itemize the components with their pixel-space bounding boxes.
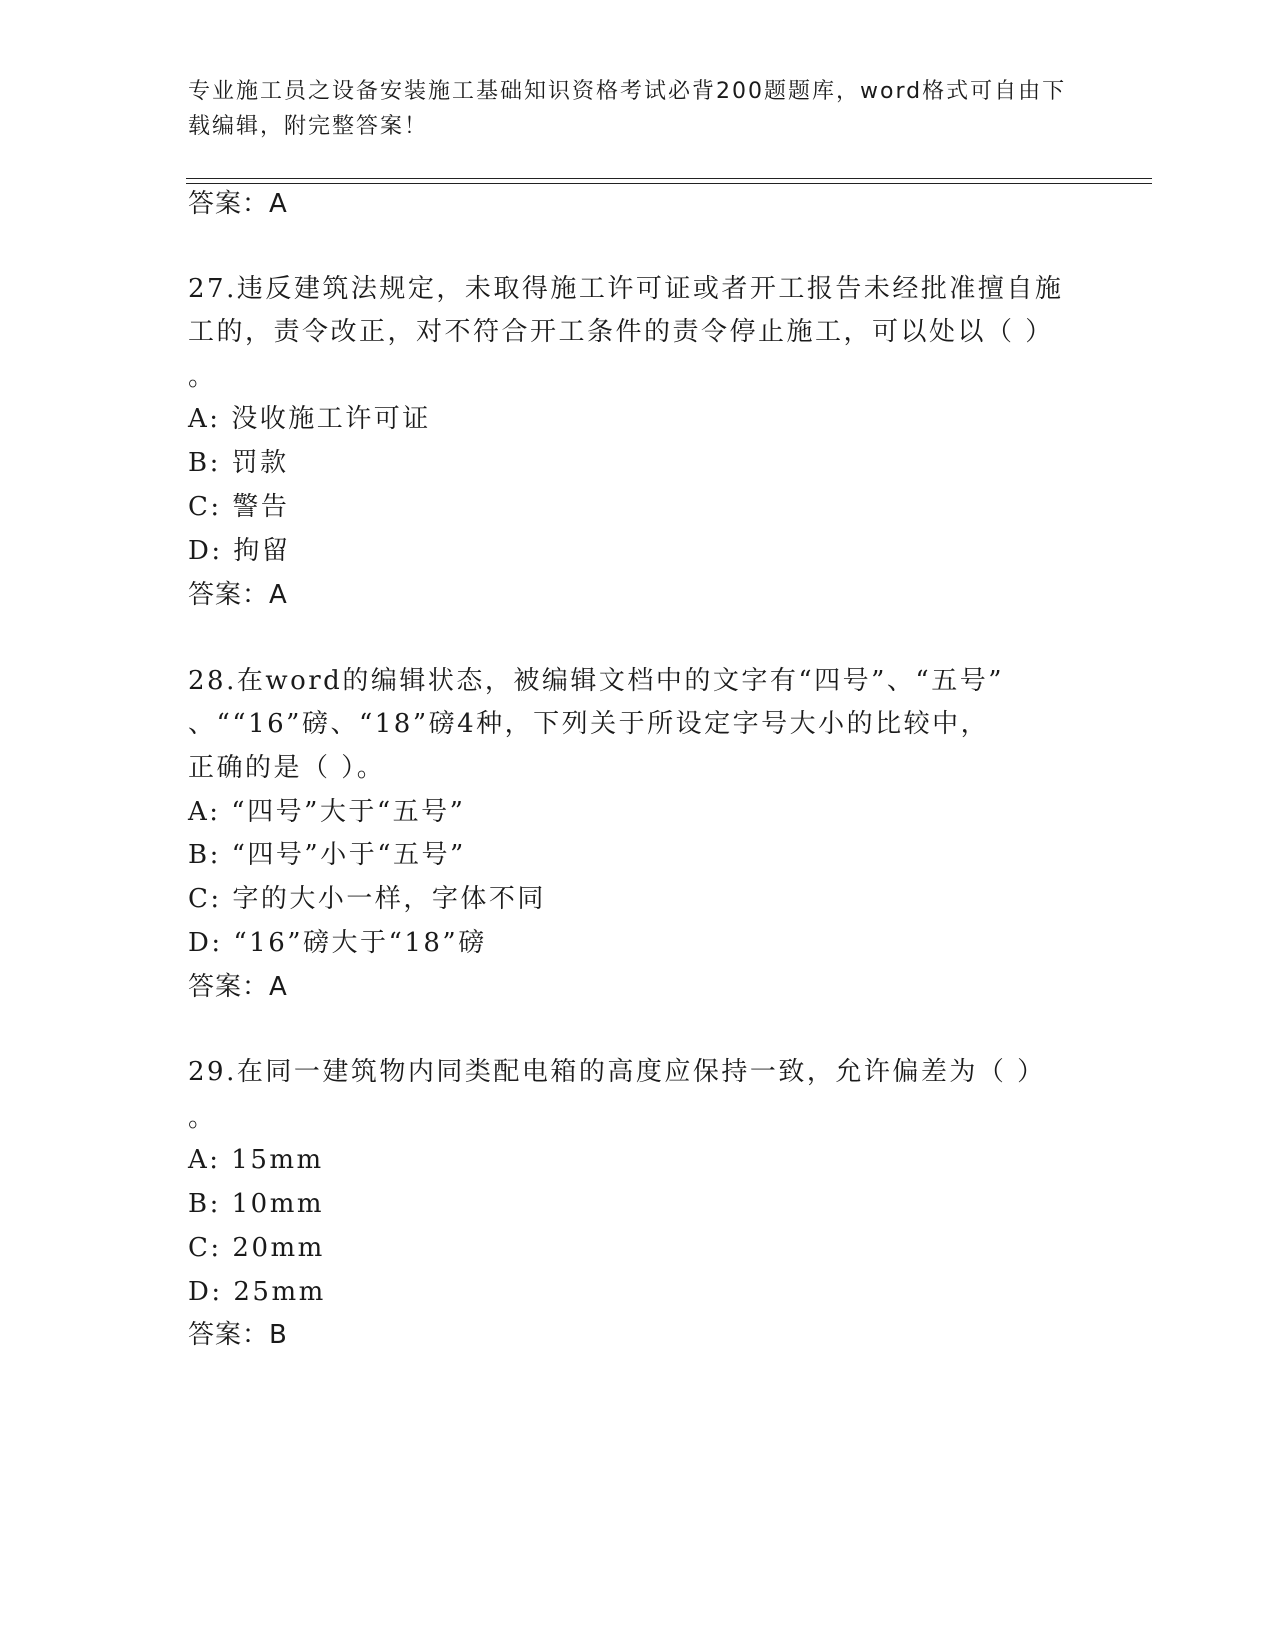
question-29-stem-line-1: 29.在同一建筑物内同类配电箱的高度应保持一致，允许偏差为（ ）	[188, 1057, 1046, 1087]
question-29-answer: 答案：B	[188, 1320, 288, 1350]
header-rule-top	[186, 178, 1152, 179]
question-28-option-b: B: “四号”小于“五号”	[188, 840, 466, 870]
question-27-option-b: B: 罚款	[188, 448, 289, 478]
question-29-option-d: D: 25mm	[188, 1277, 326, 1307]
question-29-option-a: A: 15mm	[188, 1145, 324, 1175]
question-28-stem-line-3: 正确的是（ ）。	[188, 753, 386, 783]
document-header: 专业施工员之设备安装施工基础知识资格考试必背200题题库，word格式可自由下载编辑，附完整答案！	[188, 79, 1067, 139]
question-28-option-d: D: “16”磅大于“18”磅	[188, 928, 487, 958]
question-27-option-a: A: 没收施工许可证	[188, 404, 431, 434]
question-27-option-d: D: 拘留	[188, 536, 291, 566]
question-27-stem-line-1: 27.违反建筑法规定，未取得施工许可证或者开工报告未经批准擅自施	[188, 274, 1064, 304]
question-27-option-c: C: 警告	[188, 492, 290, 522]
question-28-option-c: C: 字的大小一样，字体不同	[188, 884, 546, 914]
question-27-stem-line-3: 。	[188, 362, 215, 392]
question-29-stem-line-2: 。	[188, 1103, 215, 1133]
question-29-option-c: C: 20mm	[188, 1233, 325, 1263]
question-27-stem-line-2: 工的，责令改正，对不符合开工条件的责令停止施工，可以处以（ ）	[188, 317, 1054, 347]
question-29-option-b: B: 10mm	[188, 1189, 325, 1219]
question-28-stem-line-1: 28.在word的编辑状态，被编辑文档中的文字有“四号”、“五号”	[188, 666, 1004, 696]
question-28-stem-line-2: 、““16”磅、“18”磅4种，下列关于所设定字号大小的比较中，	[188, 709, 990, 739]
question-28-option-a: A: “四号”大于“五号”	[188, 797, 466, 827]
question-27-answer: 答案：A	[188, 580, 288, 610]
question-28-answer: 答案：A	[188, 972, 288, 1002]
header-rule-bottom	[186, 183, 1152, 184]
answer-line: 答案：A	[188, 189, 288, 219]
